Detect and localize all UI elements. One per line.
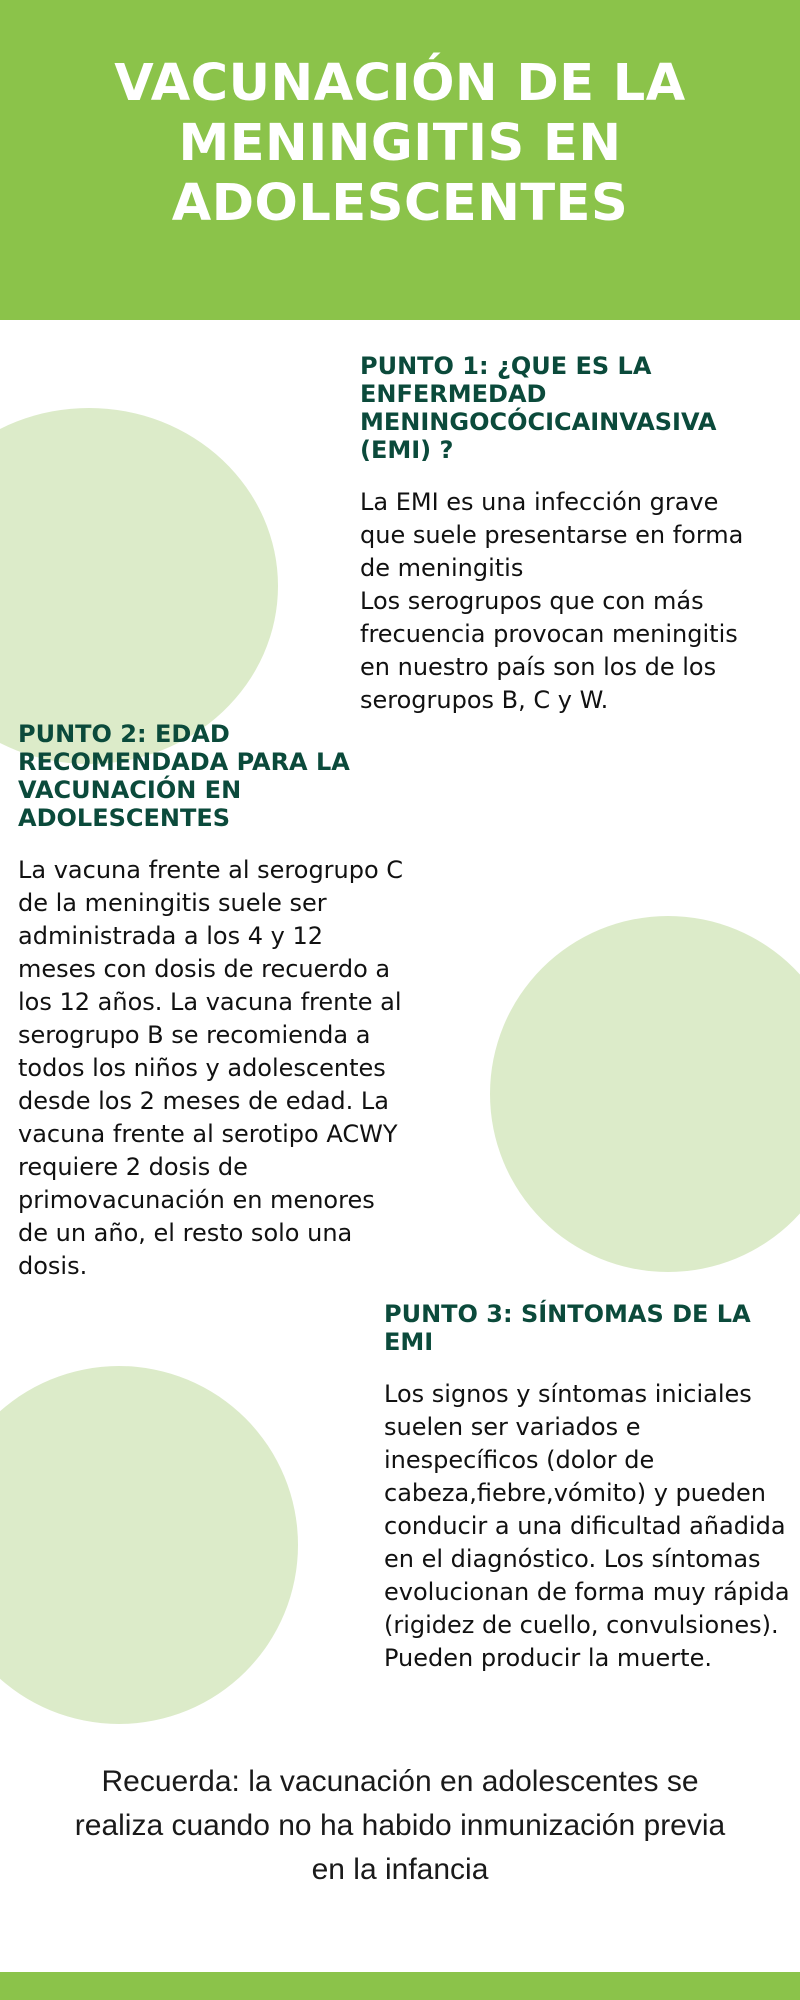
footer-bar xyxy=(0,1972,800,2000)
section-body: La vacuna frente al serogrupo C de la meningitis suele ser administrada a los 4 y 12 meses con dosis de recuerdo a los 12 años. La vacuna frente al serogrupo B se recomienda a todos los niños y adolescentes desde los 2 meses de edad. La vacuna frente al serotipo ACWY requiere 2 dosis de primovacunación en menores de un año, el resto solo una dosis. xyxy=(18,856,404,1280)
section-punto-2 xyxy=(18,720,404,1283)
section-punto-3 xyxy=(384,1300,790,1675)
reminder-note: Recuerda: la vacunación en adolescentes se realiza cuando no ha habido inmunización previa en la infancia xyxy=(74,1765,726,1886)
section-heading: PUNTO 3: SÍNTOMAS DE LA EMI xyxy=(384,1300,751,1356)
page-title: VACUNACIÓN DE LA MENINGITIS EN ADOLESCENTES xyxy=(114,54,686,233)
section-body: Los signos y síntomas iniciales suelen ser variados e inespecíficos (dolor de cabeza,fiebre,vómito) y pueden conducir a una dificultad añadida en el diagnóstico. Los síntomas evolucionan de forma muy rápida (rigidez de cuello, convulsiones). Pueden producir la muerte. xyxy=(384,1380,790,1672)
decorative-circle xyxy=(0,1366,298,1724)
section-punto-1 xyxy=(360,352,770,717)
section-heading: PUNTO 2: EDAD RECOMENDADA PARA LA VACUNACIÓN EN ADOLESCENTES xyxy=(18,720,350,832)
decorative-circle xyxy=(490,916,800,1272)
header-banner xyxy=(0,0,800,320)
decorative-circle xyxy=(0,408,278,764)
section-body: La EMI es una infección grave que suele presentarse en forma de meningitis Los serogrupos que con más frecuencia provocan meningitis en nuestro país son los de los serogrupos B, C y W. xyxy=(360,488,744,714)
section-heading: PUNTO 1: ¿QUE ES LA ENFERMEDAD MENINGOCÓCICAINVASIVA (EMI) ? xyxy=(360,352,717,464)
